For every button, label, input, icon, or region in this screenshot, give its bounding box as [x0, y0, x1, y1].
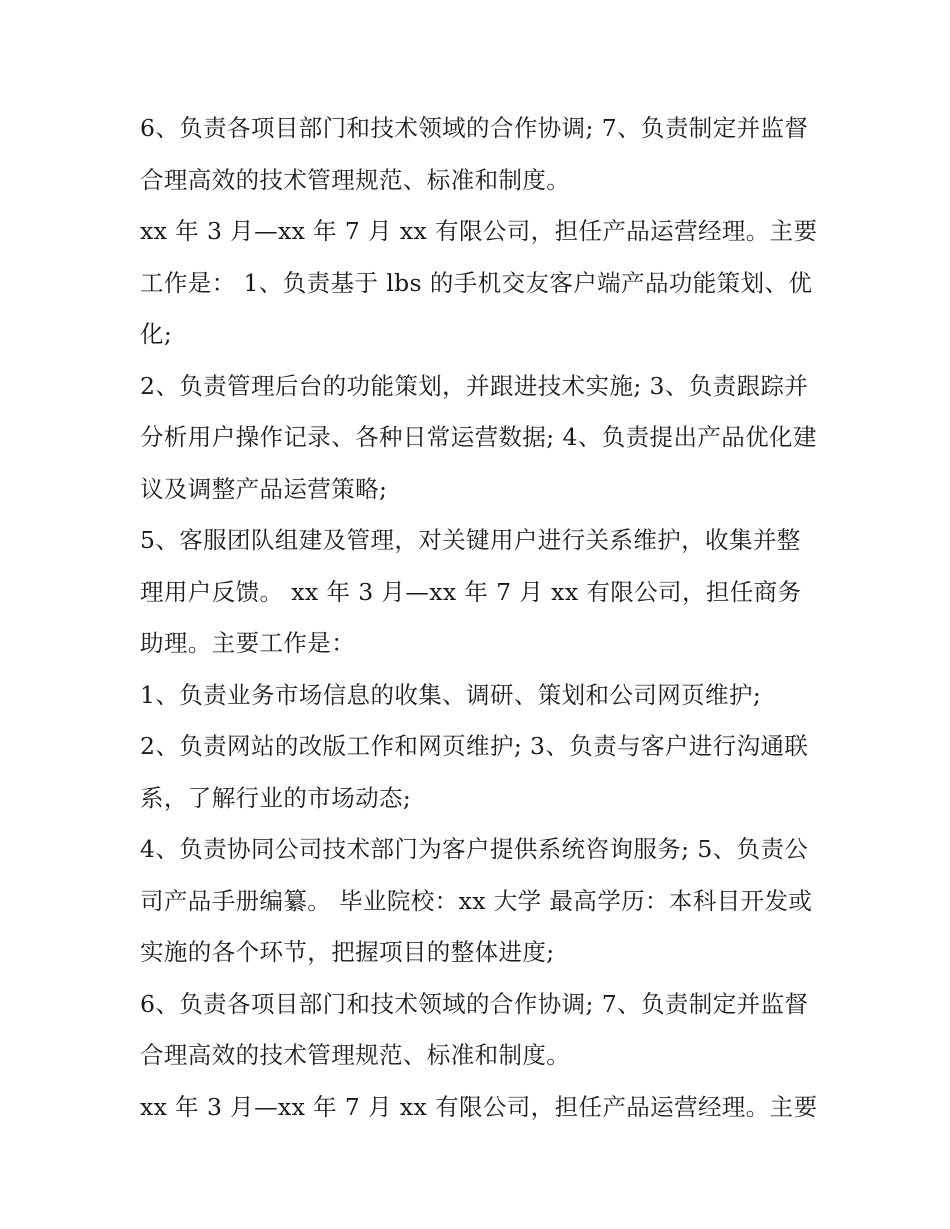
paragraph-1: 6、负责各项目部门和技术领域的合作协调; 7、负责制定并监督合理高效的技术管理规范、标准和制度。: [140, 114, 809, 194]
paragraph-3: 2、负责管理后台的功能策划，并跟进技术实施; 3、负责跟踪并分析用户操作记录、各种日常运营数据; 4、负责提出产品优化建议及调整产品运营策略;: [140, 371, 817, 503]
paragraph-4: 5、客服团队组建及管理，对关键用户进行关系维护，收集并整理用户反馈。 xx 年 3 月—xx 年 7 月 xx 有限公司，担任商务助理。主要工作是：: [140, 526, 802, 657]
paragraph-9: xx 年 3 月—xx 年 7 月 xx 有限公司，担任产品运营经理。主要: [140, 1092, 818, 1121]
paragraph-8: 6、负责各项目部门和技术领域的合作协调; 7、负责制定并监督合理高效的技术管理规范、标准和制度。: [140, 989, 809, 1069]
paragraph-2: xx 年 3 月—xx 年 7 月 xx 有限公司，担任产品运营经理。主要工作是： 1、负责基于 lbs 的手机交友客户端产品功能策划、优化;: [140, 217, 818, 348]
paragraph-7: 4、负责协同公司技术部门为客户提供系统咨询服务; 5、负责公司产品手册编纂。 毕业院校：xx 大学 最高学历：本科目开发或实施的各个环节，把握项目的整体进度;: [140, 835, 813, 966]
paragraph-6: 2、负责网站的改版工作和网页维护; 3、负责与客户进行沟通联系，了解行业的市场动态;: [140, 732, 809, 812]
paragraph-5: 1、负责业务市场信息的收集、调研、策划和公司网页维护;: [140, 680, 762, 709]
document-body: [140, 103, 820, 1133]
